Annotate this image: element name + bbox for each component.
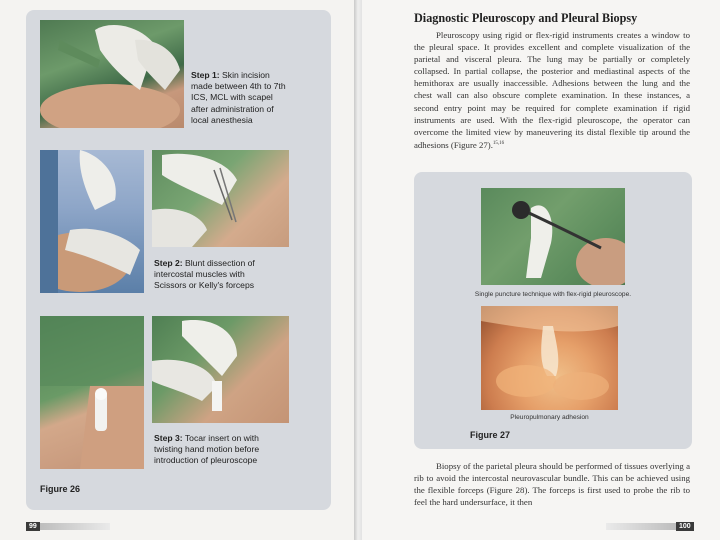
left-page [0,0,356,540]
paragraph-1-reference: 15,16 [492,140,505,146]
pleuroscope-photo [481,188,625,285]
step3-caption [154,433,284,467]
left-page-number-bar [40,523,110,530]
step3-label: Step 3: [154,433,183,443]
step2-label: Step 2: [154,258,183,268]
left-page-number [26,522,110,531]
figure-26-label: Figure 26 [40,484,81,494]
figure-27-label: Figure 27 [470,430,511,440]
right-page-number-text: 100 [676,522,694,531]
paragraph-1: Pleuroscopy using rigid or flex-rigid instruments creates a window to the pleural space. It provides excellent and complete visualization of the parietal and visceral pleura. The lung may be partially or completely collapsed. In partial collapse, the posterior and mediastinal aspects of the hemithorax are usually inaccessible. Adhesions between the lung and the chest wall can also obscure complete examination. In these instances, a second entry point may be required for complete examination if rigid instruments are used. With the flex-rigid pleuroscope, the operator can overcome the limited view by maneuvering its distal flexible tip around the adhesions (Figure 27). [414,30,690,150]
step1-text: Skin incision made between 4th to 7th ICS, MCL with scapel after administration of local anesthesia [191,70,286,125]
step3-photo-b [152,316,289,423]
step2-text: Blunt dissection of intercostal muscles with Scissors or Kelly's forceps [154,258,255,291]
right-page-number-bar [606,523,676,530]
body-text-1 [414,29,690,151]
right-page-number [606,522,694,531]
step1-caption [191,70,291,126]
figure-27-caption-1: Single puncture technique with flex-rigid pleuroscope. [474,291,632,298]
step1-label: Step 1: [191,70,220,80]
step2-photo-a [40,150,144,293]
step3-text: Tocar insert on with twisting hand motion before introduction of pleuroscope [154,433,260,466]
section-title: Diagnostic Pleuroscopy and Pleural Biopsy [414,11,638,25]
step2-caption [154,258,274,292]
adhesion-endoscopic-photo [481,306,618,410]
body-text-2 [414,460,690,508]
step2-photo-b [152,150,289,247]
paragraph-2: Biopsy of the parietal pleura should be performed of tissues overlying a rib to avoid the intercostal neurovascular bundle. This can be achieved using the flexible forceps (Figure 28). The forceps is first used to probe the rib to feel the hard undersurface, it then [414,461,690,508]
step3-photo-a [40,316,144,469]
figure-27-caption-2: Pleuropulmonary adhesion [510,414,589,421]
step1-photo [40,20,184,128]
left-page-number-text: 99 [26,522,40,531]
